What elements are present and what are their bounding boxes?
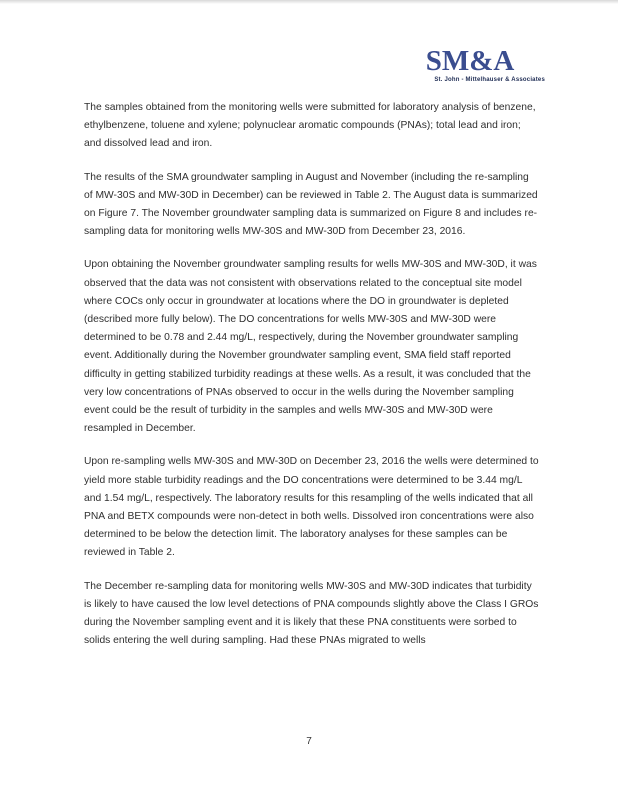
paragraph-november-observations: Upon obtaining the November groundwater sampling results for wells MW-30S and MW-30D, it was observed that the data was not consistent with observations related to the conceptual site model where COCs only occur in groundwater at locations where the DO in groundwater is depleted (described more fully below). The DO concentrations for wells MW-30S and MW-30D were determined to be 0.78 and 2.44 mg/L, respectively, during the November groundwater sampling event. Additionally during the November groundwater sampling event, SMA field staff reported difficulty in getting stabilized turbidity readings at these wells. As a result, it was concluded that the very low concentrations of PNAs observed to occur in the wells during the November sampling event could be the result of turbidity in the samples and wells MW-30S and MW-30D were resampled in December. xyxy=(84,259,537,435)
svg-text:SM&A: SM&A xyxy=(425,45,515,74)
paragraph-december-resampling: Upon re-sampling wells MW-30S and MW-30D on December 23, 2016 the wells were determined to yield more stable turbidity readings and the DO concentrations were determined to be 3.44 mg/L and 1.54 mg/L, respectively. The laboratory results for this resampling of the wells indicated that all PNA and BETX compounds were non-detect in both wells. Dissolved iron concentrations were also determined to be below the detection limit. The laboratory analyses for these samples can be reviewed in Table 2. xyxy=(84,456,539,559)
company-logo xyxy=(390,44,550,92)
document-body xyxy=(84,99,540,665)
company-name: St. John - Mittelhauser & Associates xyxy=(434,77,545,83)
paragraph-turbidity-conclusion: The December re-sampling data for monitoring wells MW-30S and MW-30D indicates that turbidity is likely to have caused the low level detections of PNA compounds slightly above the Class I GROs during the November sampling event and it is likely that these PNA constituents were sorbed to solids entering the well during sampling. Had these PNAs migrated to wells xyxy=(84,580,539,647)
page-number: 7 xyxy=(306,736,312,747)
page-top-edge xyxy=(0,0,618,4)
paragraph-sample-analysis: The samples obtained from the monitoring wells were submitted for laboratory analysis of benzene, ethylbenzene, toluene and xylene; polynuclear aromatic compounds (PNAs); total lead and iron; and dissolved lead and iron. xyxy=(84,102,536,150)
sma-logo-icon xyxy=(422,44,518,74)
paragraph-sampling-results: The results of the SMA groundwater sampling in August and November (including the re-sampling of MW-30S and MW-30D in December) can be reviewed in Table 2. The August data is summarized on Figure 7. The November groundwater sampling data is summarized on Figure 8 and includes re-sampling data for monitoring wells MW-30S and MW-30D from December 23, 2016. xyxy=(84,171,538,238)
